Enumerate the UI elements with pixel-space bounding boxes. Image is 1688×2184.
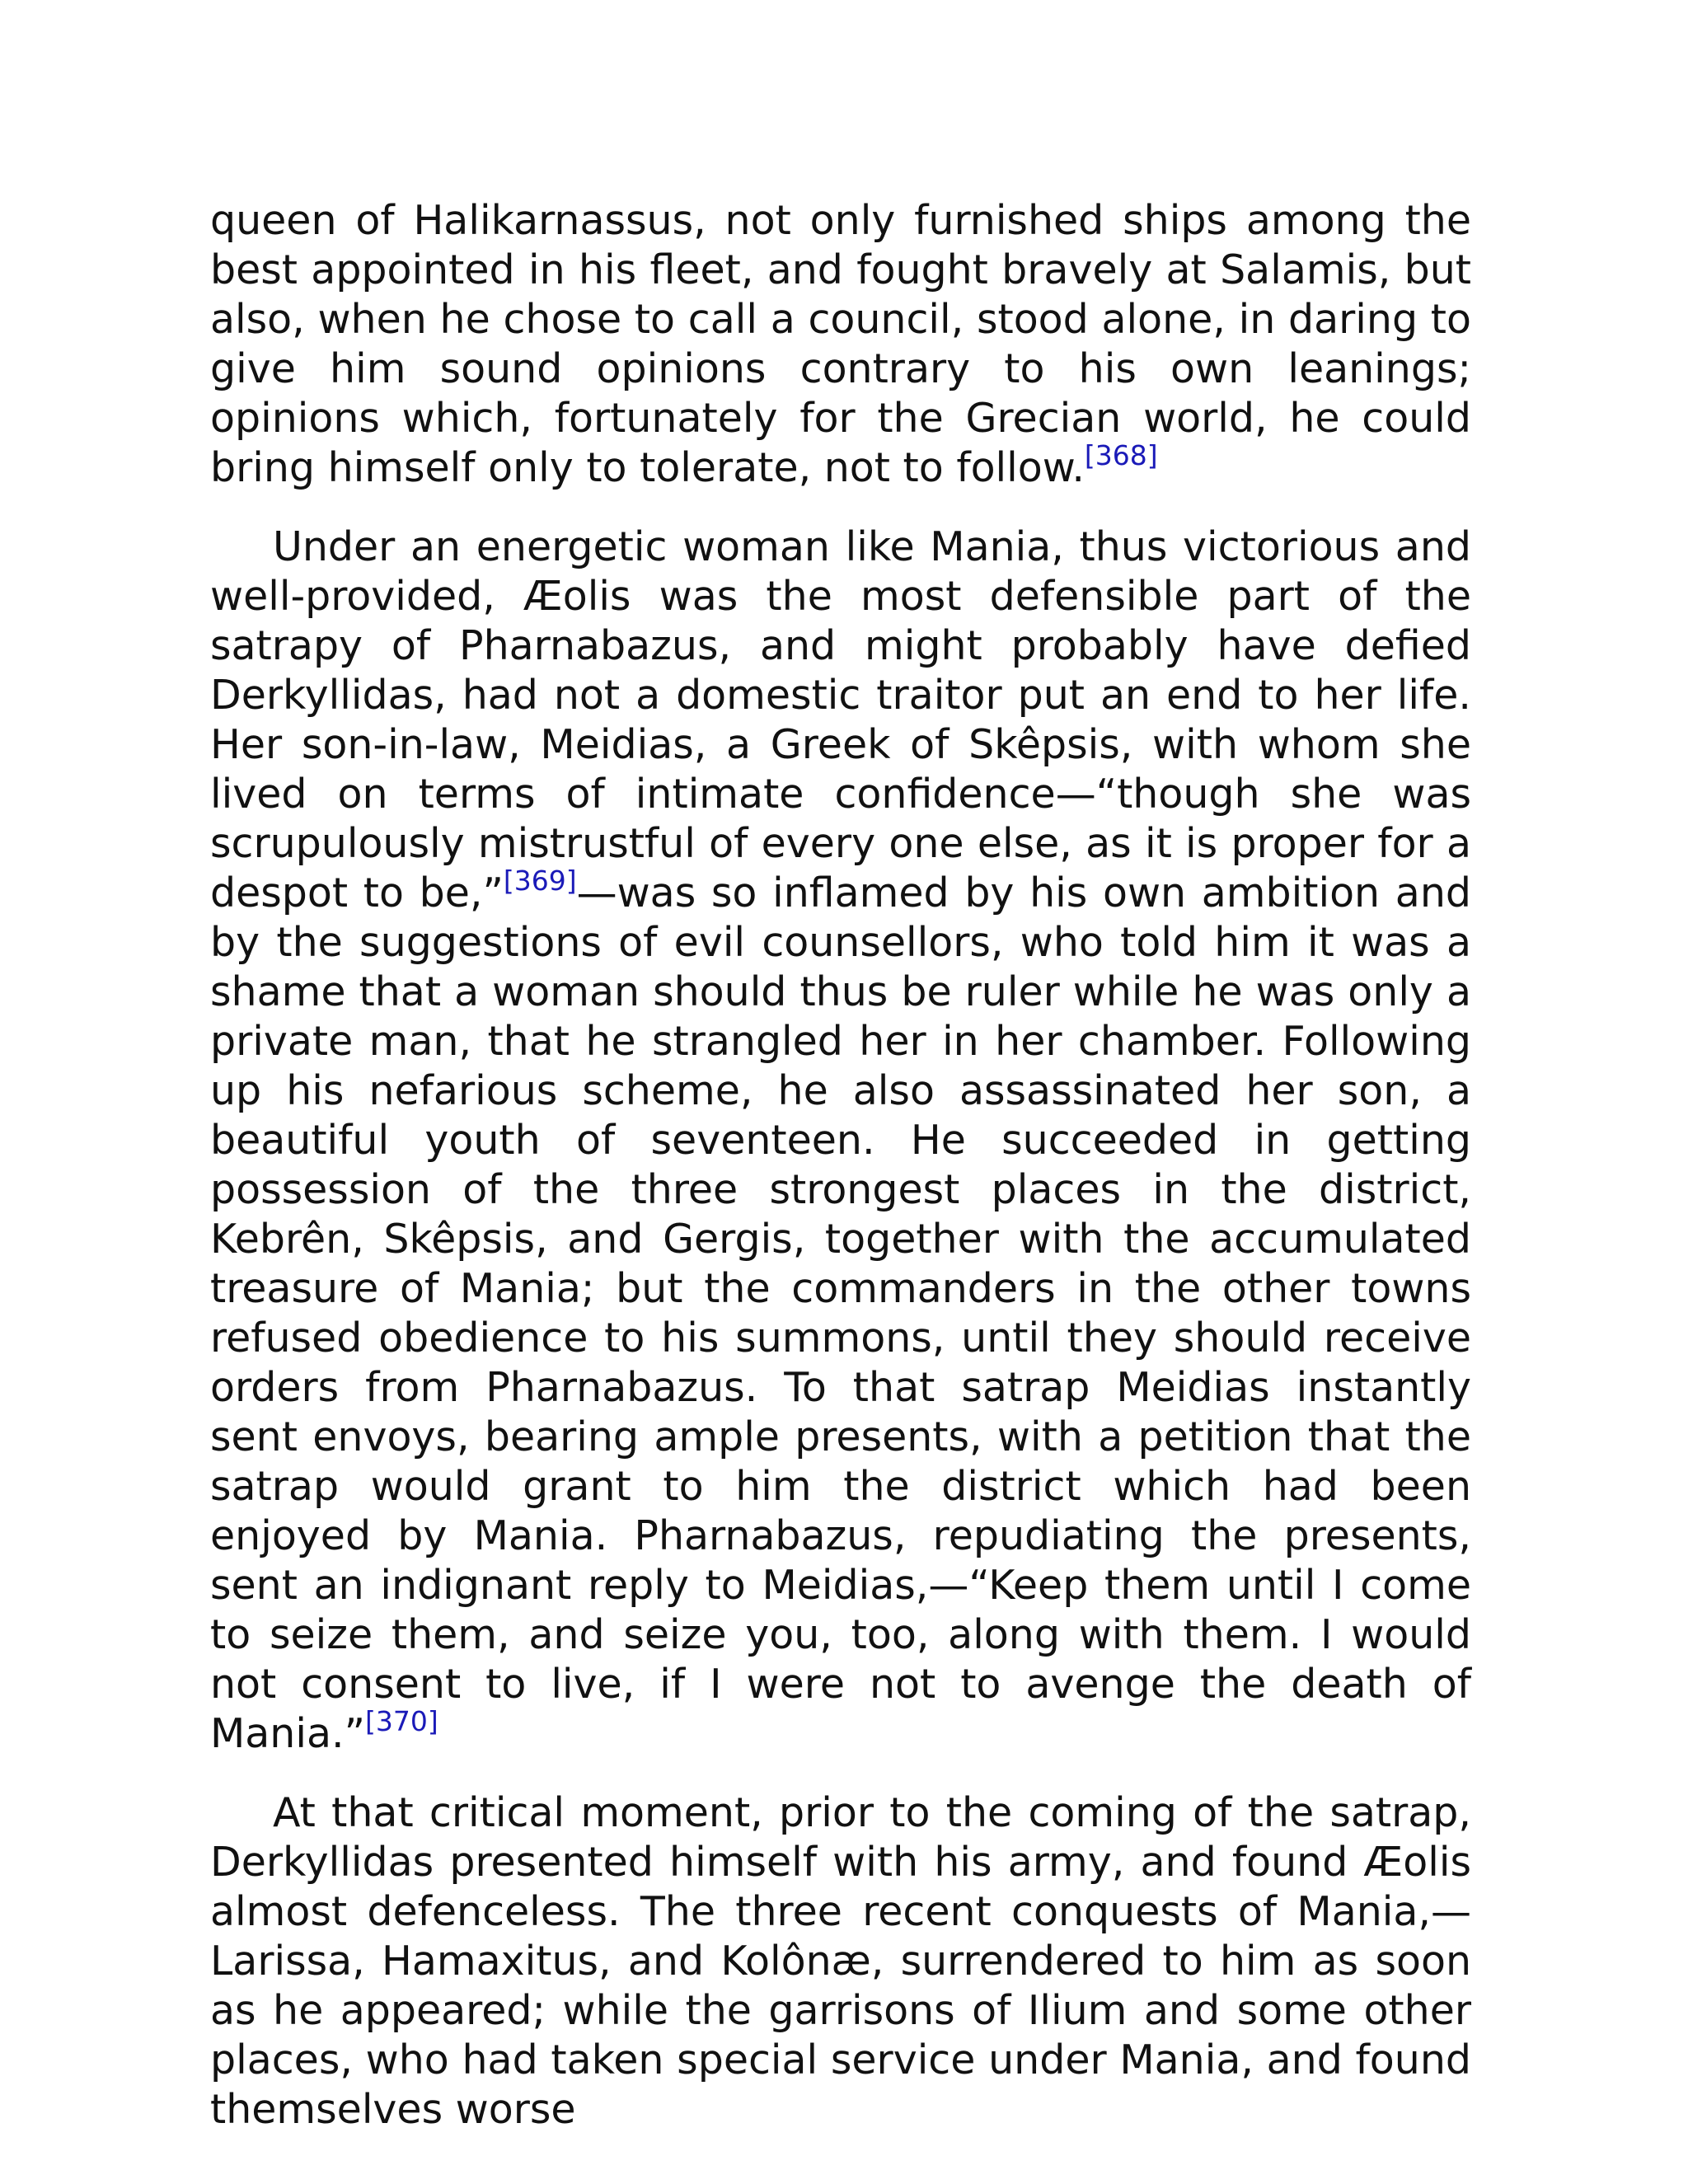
- paragraph-text: queen of Halikarnassus, not only furnished ships among the best appointed in his fleet, and fought bravely at Salamis, but also, when he chose to call a council, stood alone, in daring to give him sound opinions contrary to his own leanings; opinions which, fortunately for the Grecian world, he could bring himself only to tolerate, not to follow.: [210, 197, 1471, 491]
- page-body: [210, 196, 1471, 2164]
- paragraph-mania-death: [210, 523, 1471, 1759]
- paragraph-continued: [210, 196, 1471, 493]
- paragraph-derkyllidas: [210, 1788, 1471, 2135]
- paragraph-text: At that critical moment, prior to the coming of the satrap, Derkyllidas presented himself with his army, and found Æolis almost defenceless. The three recent conquests of Mania,—Larissa, Hamaxitus, and Kolônæ, surrendered to him as soon as he appeared; while the garrisons of Ilium and some other places, who had taken special service under Mania, and found themselves worse: [210, 1789, 1471, 2133]
- paragraph-text: Under an energetic woman like Mania, thus victorious and well-provided, Æolis was the most defensible part of the satrapy of Pharnabazus, and might probably have defied Derkyllidas, had not a domestic traitor put an end to her life. Her son-in-law, Meidias, a Greek of Skêpsis, with whom she lived on terms of intimate confidence—“though she was scrupulously mistrustful of every one else, as it is proper for a despot to be,”: [210, 523, 1471, 916]
- footnote-link-368[interactable]: [368]: [1084, 439, 1158, 471]
- footnote-link-370[interactable]: [370]: [364, 1705, 438, 1737]
- footnote-link-369[interactable]: [369]: [503, 865, 577, 897]
- paragraph-text: —was so inflamed by his own ambition and by the suggestions of evil counsellors, who told him it was a shame that a woman should thus be ruler while he was only a private man, that he strangled her in her chamber. Following up his nefarious scheme, he also assassinated her son, a beautiful youth of seventeen. He succeeded in getting possession of the three strongest places in the district, Kebrên, Skêpsis, and Gergis, together with the accumulated treasure of Mania; but the commanders in the other towns refused obedience to his summons, until they should receive orders from Pharnabazus. To that satrap Meidias instantly sent envoys, bearing ample presents, with a petition that the satrap would grant to him the district which had been enjoyed by Mania. Pharnabazus, repudiating the presents, sent an indignant reply to Meidias,—“Keep them until I come to seize them, and seize you, too, along with them. I would not consent to live, if I were not to avenge the death of Mania.”: [210, 869, 1471, 1757]
